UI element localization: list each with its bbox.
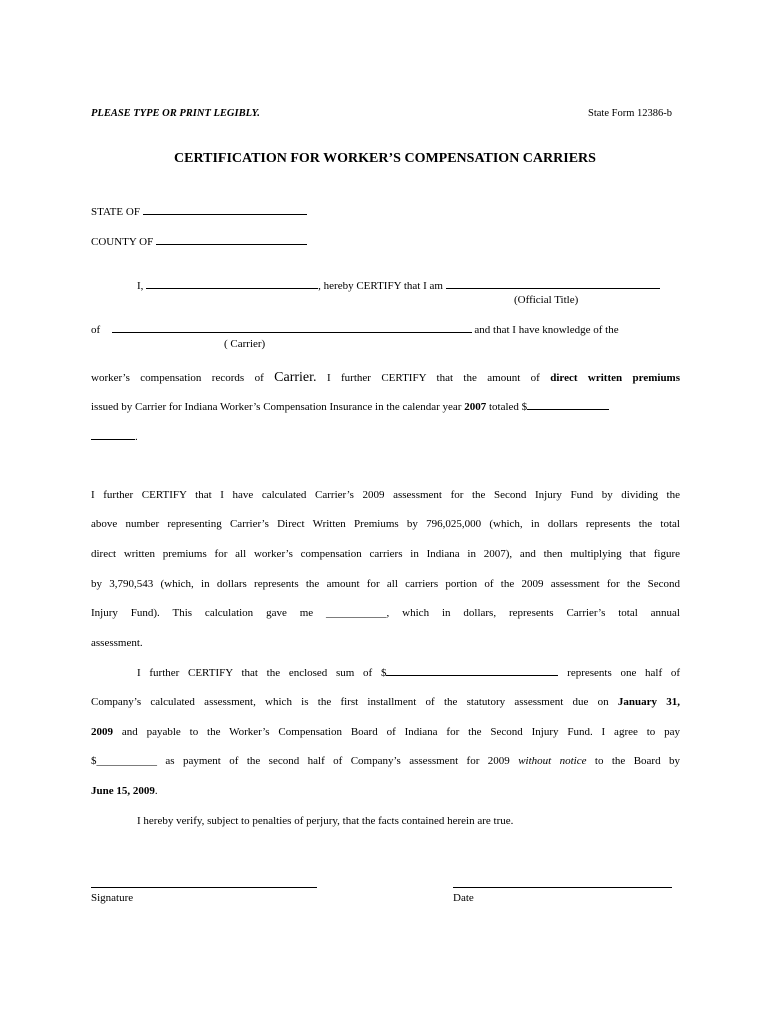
page-title: CERTIFICATION FOR WORKER’S COMPENSATION CARRIERS [174, 151, 596, 166]
hereby-text: , hereby CERTIFY that I am [318, 280, 443, 292]
signature-line[interactable] [91, 887, 317, 888]
form-number: State Form 12386-b [588, 108, 672, 119]
of-label: of [91, 324, 101, 336]
instruction-text: PLEASE TYPE OR PRINT LEGIBLY. [91, 108, 260, 119]
paragraph-1-line-3: . [91, 430, 138, 443]
paragraph-3-line-5: June 15, 2009. [91, 785, 158, 797]
official-title-field[interactable] [446, 279, 660, 289]
paragraph-3-line-4: $___________ as payment of the second half of Company’s assessment for 2009 without notice to the Board by [91, 755, 681, 767]
without-notice: without notice [518, 755, 587, 767]
verification-statement: I hereby verify, subject to penalties of perjury, that the facts contained herein are true. [137, 815, 514, 827]
paragraph-2-line-1: I further CERTIFY that I have calculated Carrier’s 2009 assessment for the Second Injury Fund by dividing the [91, 489, 680, 501]
paragraph-2-line-6: assessment. [91, 637, 143, 649]
date-line[interactable] [453, 887, 672, 888]
premium-total-field-cont[interactable] [91, 430, 135, 440]
carrier-word: Carrier. [274, 370, 317, 385]
state-label: STATE OF [91, 206, 140, 218]
signature-label: Signature [91, 892, 134, 904]
i-label: I, [137, 280, 144, 292]
paragraph-3-line-2: Company’s calculated assessment, which is the first installment of the statutory assessment due on January 31, [91, 696, 681, 708]
due-date-1: January 31, [617, 696, 681, 708]
carrier-field[interactable] [112, 323, 472, 333]
premium-total-field[interactable] [527, 400, 609, 410]
certify-row [137, 279, 660, 292]
carrier-caption: ( Carrier) [224, 338, 266, 350]
paragraph-1-line-2: issued by Carrier for Indiana Worker’s Compensation Insurance in the calendar year 2007 totaled $ [91, 400, 609, 413]
county-field[interactable] [156, 235, 307, 245]
paragraph-1-line-1: worker’s compensation records of Carrier. I further CERTIFY that the amount of direct written premiums [91, 370, 681, 385]
direct-written-premiums: direct written premiums [550, 372, 681, 384]
state-row [91, 205, 307, 218]
county-row [91, 235, 307, 248]
paragraph-2-line-2: above number representing Carrier’s Direct Written Premiums by 796,025,000 (which, in dollars represents the total [91, 518, 680, 530]
carrier-row [91, 323, 619, 336]
enclosed-sum-field[interactable] [386, 666, 558, 676]
due-date-2: June 15, 2009 [91, 785, 155, 797]
paragraph-3-line-3: 2009 and payable to the Worker’s Compensation Board of Indiana for the Second Injury Fund. I agree to pay [91, 726, 681, 738]
paragraph-2-line-3: direct written premiums for all worker’s compensation carriers in Indiana in 2007), and then multiplying that figure [91, 548, 680, 560]
county-label: COUNTY OF [91, 236, 154, 248]
paragraph-3-line-1: I further CERTIFY that the enclosed sum of $ represents one half of [137, 667, 681, 679]
date-label: Date [453, 892, 474, 904]
knowledge-text: and that I have knowledge of the [474, 324, 619, 336]
name-field[interactable] [146, 279, 318, 289]
paragraph-2-line-5: Injury Fund). This calculation gave me ___________, which in dollars, represents Carrier’s total annual [91, 607, 680, 619]
state-field[interactable] [143, 205, 307, 215]
official-title-caption: (Official Title) [514, 294, 579, 306]
paragraph-2-line-4: by 3,790,543 (which, in dollars represents the amount for all carriers portion of the 2009 assessment for the Second [91, 578, 680, 590]
